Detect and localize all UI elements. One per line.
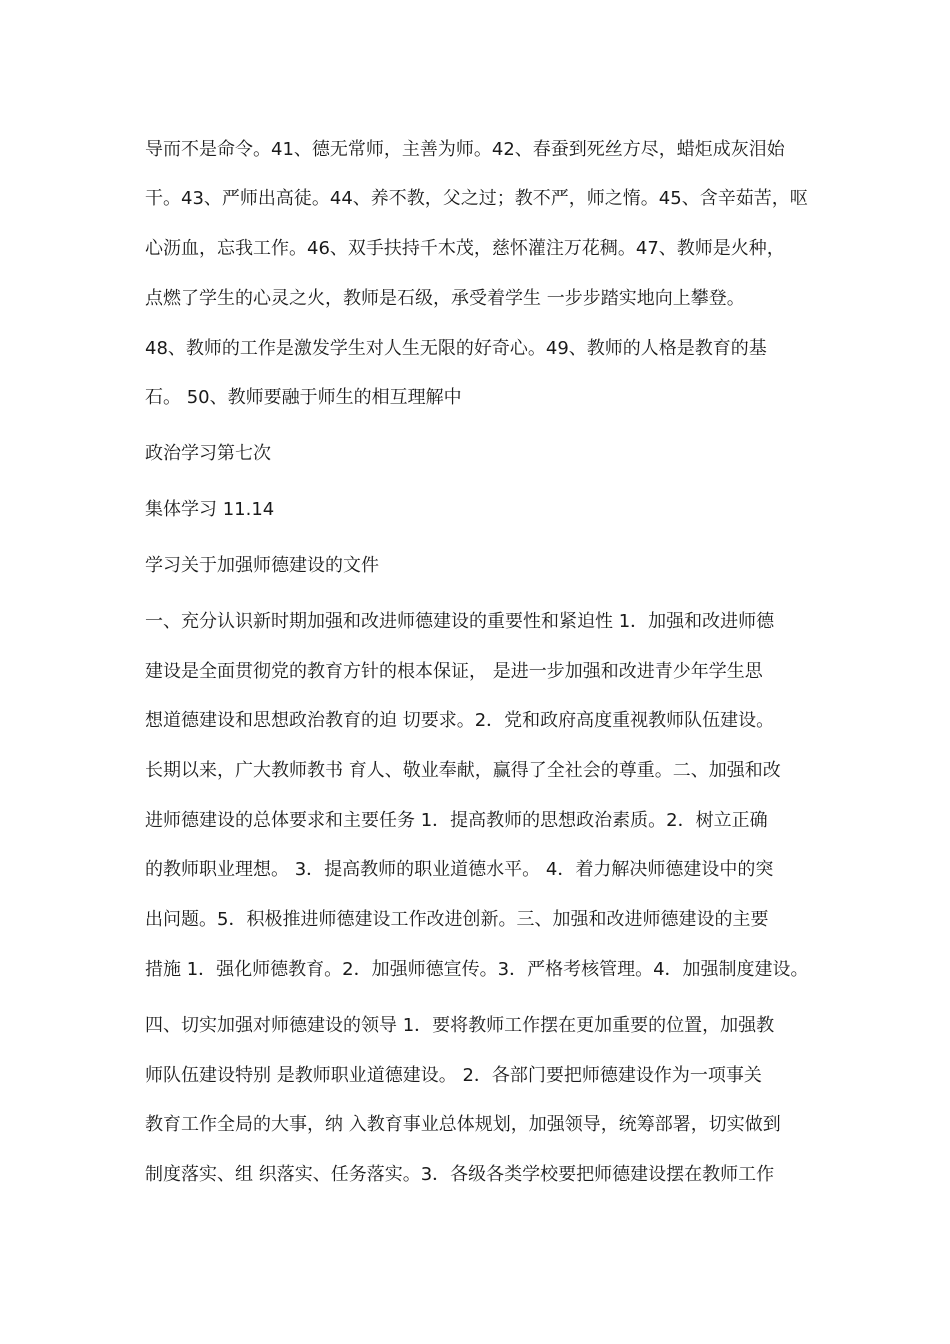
text-line: 制度落实、组 织落实、任务落实。3．各级各类学校要把师德建设摆在教师工作	[145, 1164, 775, 1185]
text-line: 一、充分认识新时期加强和改进师德建设的重要性和紧迫性 1．加强和改进师德	[145, 611, 775, 632]
text-line: 干。43、严师出高徒。44、养不教，父之过；教不严，师之惰。45、含辛茹苦，呕	[145, 188, 808, 209]
text-line: 点燃了学生的心灵之火，教师是石级，承受着学生 一步步踏实地向上攀登。	[145, 288, 745, 309]
text-line: 导而不是命令。41、德无常师，主善为师。42、春蚕到死丝方尽，蜡炬成灰泪始	[145, 139, 785, 160]
text-line: 石。 50、教师要融于师生的相互理解中	[145, 387, 462, 408]
text-line: 48、教师的工作是激发学生对人生无限的好奇心。49、教师的人格是教育的基	[145, 338, 767, 359]
section-heading: 政治学习第七次	[145, 443, 271, 464]
text-line: 出问题。5．积极推进师德建设工作改进创新。三、加强和改进师德建设的主要	[145, 909, 769, 930]
text-line: 心沥血，忘我工作。46、双手扶持千木茂，慈怀灌注万花稠。47、教师是火种，	[145, 238, 785, 259]
text-line: 四、切实加强对师德建设的领导 1．要将教师工作摆在更加重要的位置，加强教	[145, 1015, 775, 1036]
text-line: 的教师职业理想。 3．提高教师的职业道德水平。 4．着力解决师德建设中的突	[145, 859, 774, 880]
section-date: 集体学习 11.14	[145, 499, 275, 520]
text-line: 进师德建设的总体要求和主要任务 1．提高教师的思想政治素质。2．树立正确	[145, 810, 768, 831]
text-line: 措施 1．强化师德教育。2．加强师德宣传。3．严格考核管理。4．加强制度建设。	[145, 959, 809, 980]
text-line: 建设是全面贯彻党的教育方针的根本保证， 是进一步加强和改进青少年学生思	[145, 661, 763, 682]
text-line: 想道德建设和思想政治教育的迫 切要求。2．党和政府高度重视教师队伍建设。	[145, 710, 775, 731]
text-line: 教育工作全局的大事，纳 入教育事业总体规划，加强领导，统筹部署，切实做到	[145, 1114, 781, 1135]
section-subheading: 学习关于加强师德建设的文件	[145, 555, 379, 576]
text-line: 长期以来，广大教师教书 育人、敬业奉献，赢得了全社会的尊重。二、加强和改	[145, 760, 781, 781]
text-line: 师队伍建设特别 是教师职业道德建设。 2．各部门要把师德建设作为一项事关	[145, 1065, 762, 1086]
